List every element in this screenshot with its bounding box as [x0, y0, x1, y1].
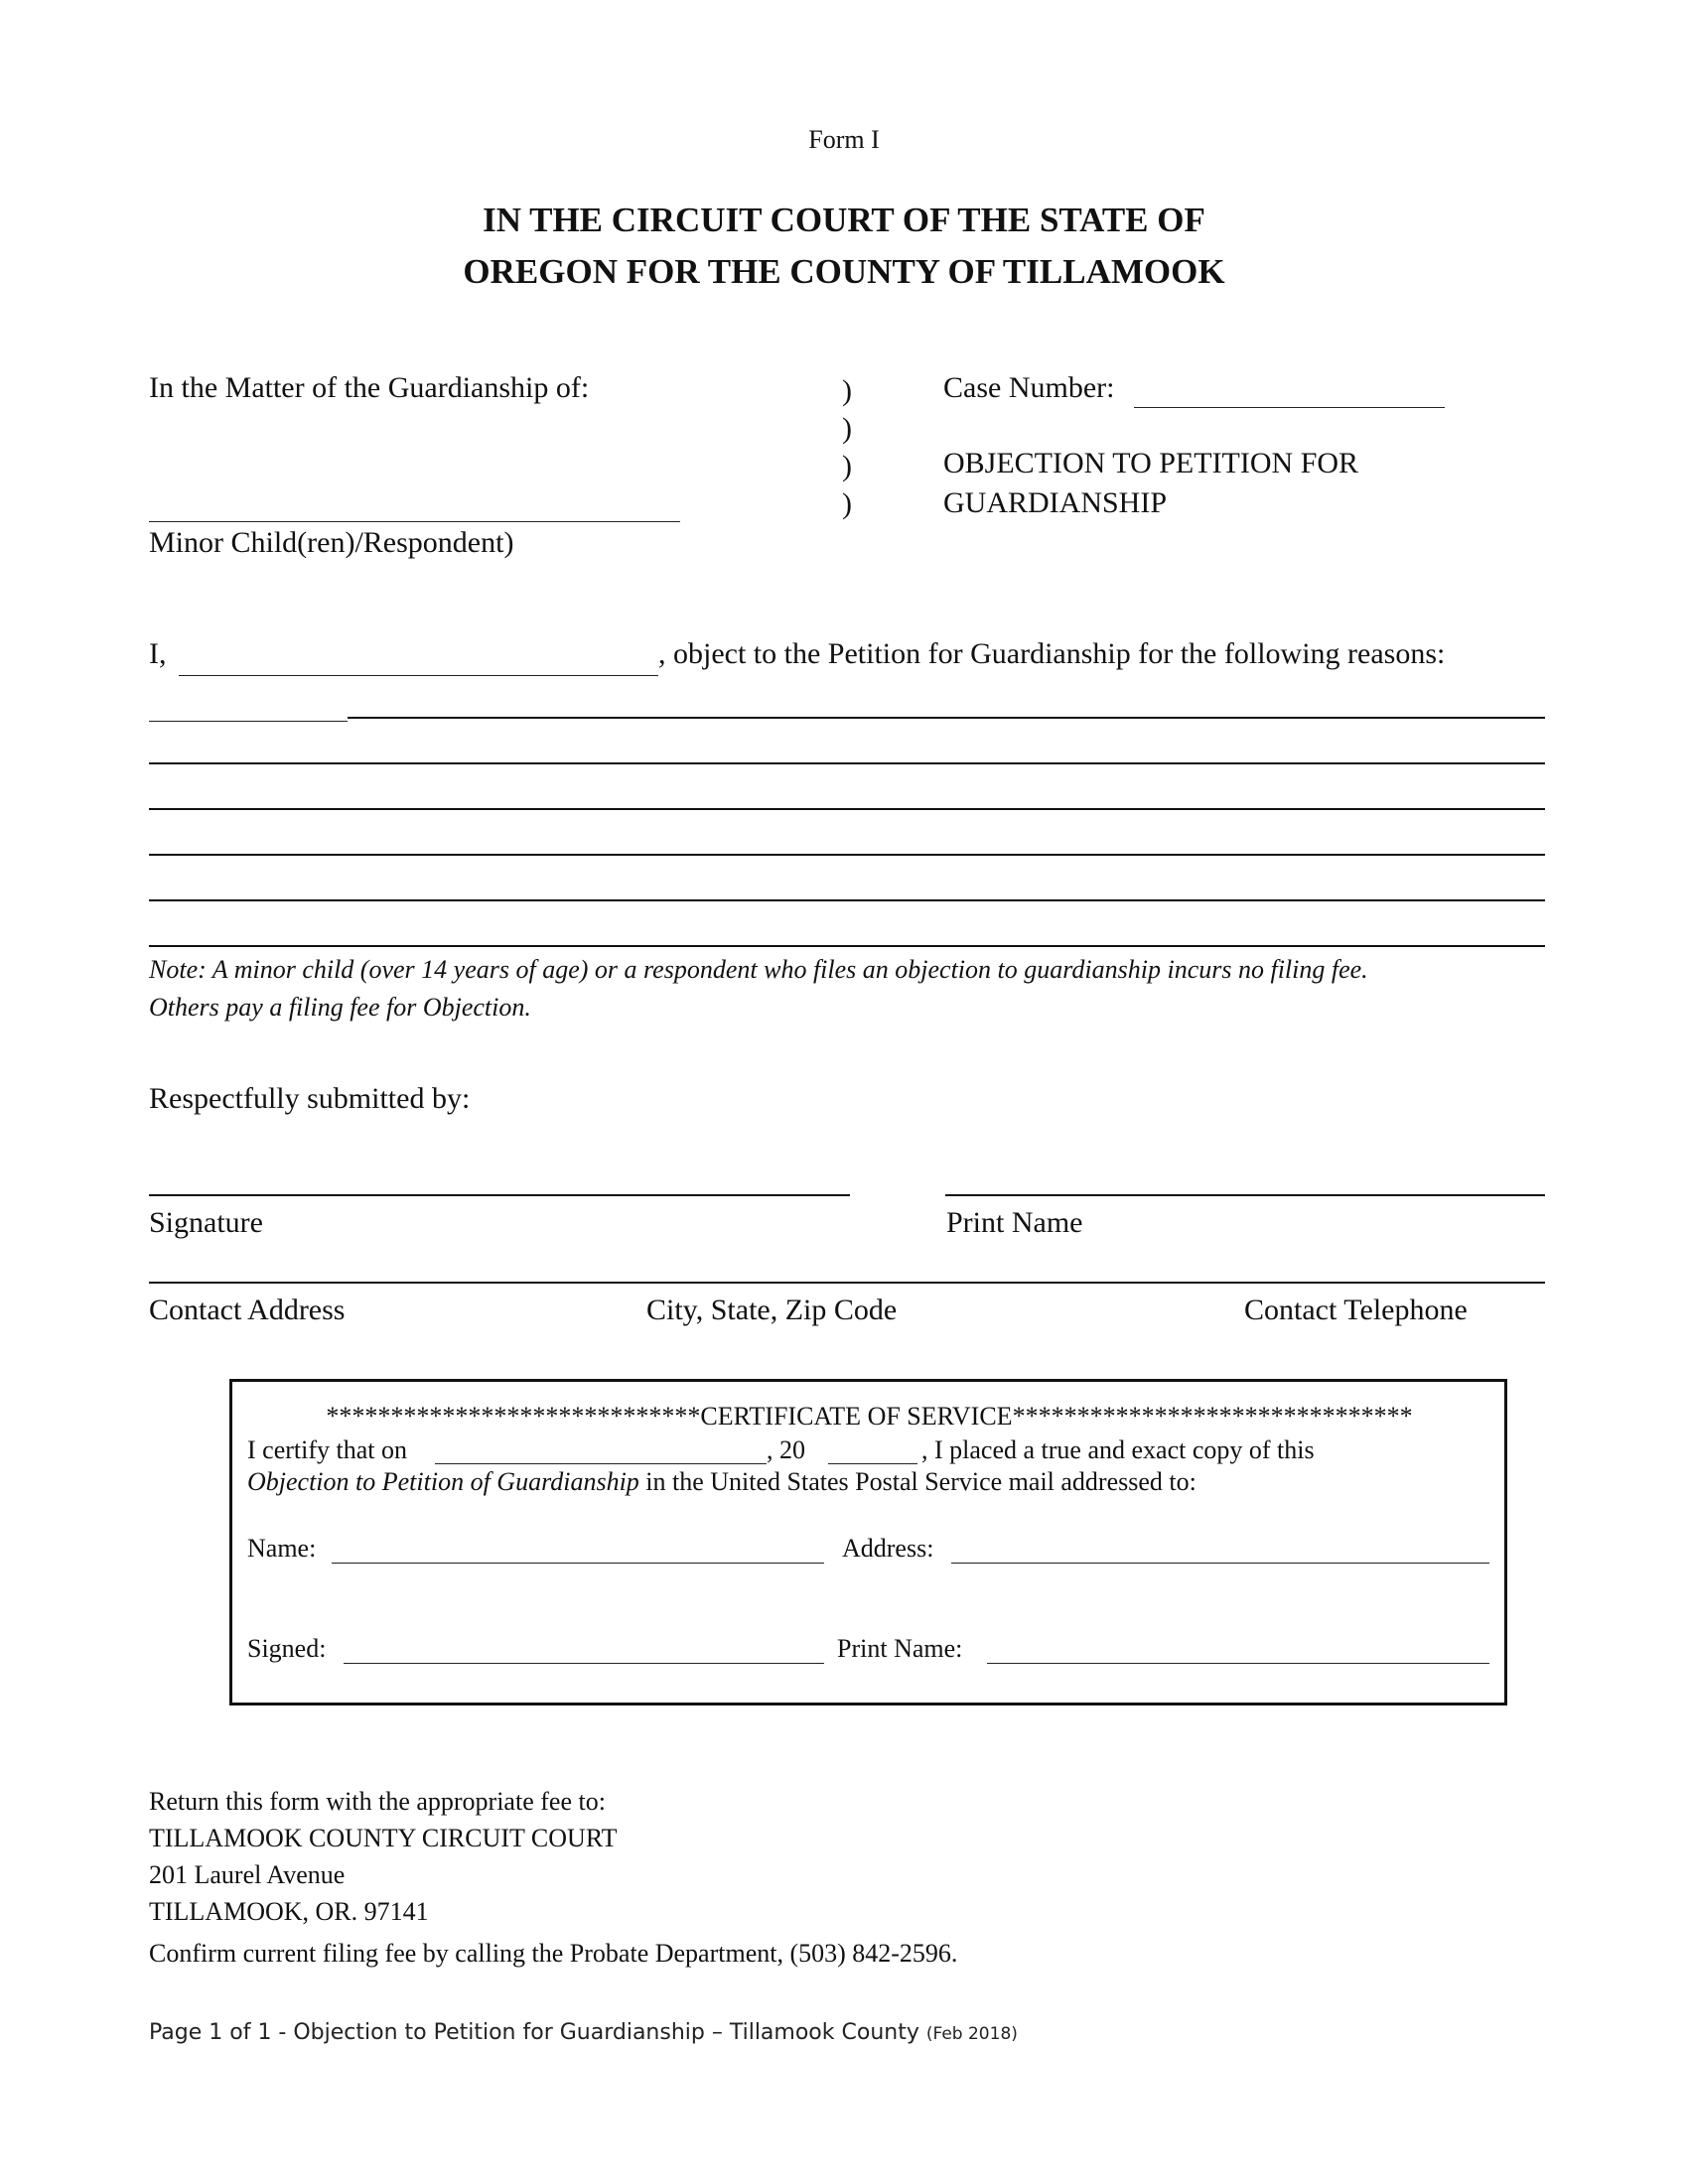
cert-print-name-label: Print Name:: [837, 1634, 963, 1663]
objection-prefix: I,: [149, 637, 167, 670]
reasons-line[interactable]: [348, 717, 1545, 719]
year-prefix: , 20: [767, 1435, 805, 1464]
court-title-line2: OREGON FOR THE COUNTY OF TILLAMOOK: [463, 252, 1225, 291]
note-line1: Note: A minor child (over 14 years of age) or a respondent who files an objection to guardianship incurs no filing fee.: [149, 955, 1368, 984]
cert-signed-field[interactable]: [344, 1663, 824, 1664]
contact-telephone-label: Contact Telephone: [1244, 1294, 1468, 1326]
certificate-heading: *****************************CERTIFICATE OF SERVICE*******************************: [326, 1402, 1413, 1431]
reasons-line[interactable]: [149, 762, 1545, 764]
reasons-line[interactable]: [149, 854, 1545, 856]
contact-info-field[interactable]: [149, 1282, 1545, 1284]
caption-paren: ): [842, 450, 852, 482]
caption-paren: ): [842, 487, 852, 520]
caption-paren: ): [842, 412, 852, 445]
print-name-label: Print Name: [946, 1206, 1083, 1239]
certify-prefix: I certify that on: [247, 1435, 407, 1464]
minor-name-field[interactable]: [149, 521, 680, 522]
page-footer: [149, 2020, 1018, 2045]
court-title: [0, 195, 1688, 298]
service-date-field[interactable]: [435, 1463, 767, 1464]
doc-name: Objection to Petition of Guardianship: [247, 1467, 639, 1496]
page-footer-date: (Feb 2018): [925, 2024, 1018, 2044]
contact-address-label: Contact Address: [149, 1294, 346, 1326]
reasons-line-indent[interactable]: [149, 721, 348, 722]
signature-field[interactable]: [149, 1194, 850, 1196]
matter-label: In the Matter of the Guardianship of:: [149, 371, 590, 404]
cert-name-label: Name:: [247, 1534, 317, 1563]
document-title-line1: OBJECTION TO PETITION FOR: [943, 447, 1359, 479]
case-number-field[interactable]: [1134, 407, 1445, 408]
court-title-line1: IN THE CIRCUIT COURT OF THE STATE OF: [483, 201, 1205, 239]
form-label: Form I: [808, 125, 880, 154]
print-name-field[interactable]: [945, 1194, 1545, 1196]
note-line2: Others pay a filing fee for Objection.: [149, 993, 531, 1022]
objector-name-field[interactable]: [179, 675, 658, 676]
document-title-line2: GUARDIANSHIP: [943, 486, 1168, 519]
reasons-line[interactable]: [149, 899, 1545, 901]
service-year-field[interactable]: [828, 1463, 917, 1464]
mail-text: in the United States Postal Service mail addressed to:: [638, 1467, 1196, 1496]
reasons-line[interactable]: [149, 808, 1545, 810]
signature-label: Signature: [149, 1206, 263, 1239]
return-intro: Return this form with the appropriate fee to:: [149, 1787, 606, 1816]
caption-paren: ): [842, 374, 852, 407]
city-state-zip-label: City, State, Zip Code: [646, 1294, 898, 1326]
cert-name-field[interactable]: [332, 1563, 824, 1564]
cert-print-name-field[interactable]: [987, 1663, 1489, 1664]
respectfully-label: Respectfully submitted by:: [149, 1082, 471, 1115]
party-label: Minor Child(ren)/Respondent): [149, 526, 514, 559]
return-street: 201 Laurel Avenue: [149, 1860, 346, 1889]
reasons-line[interactable]: [149, 945, 1545, 947]
certify-suffix: , I placed a true and exact copy of this: [921, 1435, 1315, 1464]
return-confirm-fee: Confirm current filing fee by calling the Probate Department, (503) 842-2596.: [149, 1939, 958, 1968]
cert-address-label: Address:: [842, 1534, 934, 1563]
mail-statement: [247, 1467, 1196, 1497]
case-number-label: Case Number:: [943, 371, 1115, 404]
objection-statement: , object to the Petition for Guardianship for the following reasons:: [658, 637, 1446, 670]
cert-signed-label: Signed:: [247, 1634, 327, 1663]
filing-fee-note: [149, 951, 1539, 1026]
return-city: TILLAMOOK, OR. 97141: [149, 1897, 429, 1926]
page-footer-text: Page 1 of 1 - Objection to Petition for Guardianship – Tillamook County: [149, 2020, 919, 2045]
return-court-name: TILLAMOOK COUNTY CIRCUIT COURT: [149, 1824, 618, 1852]
cert-address-field[interactable]: [951, 1563, 1489, 1564]
